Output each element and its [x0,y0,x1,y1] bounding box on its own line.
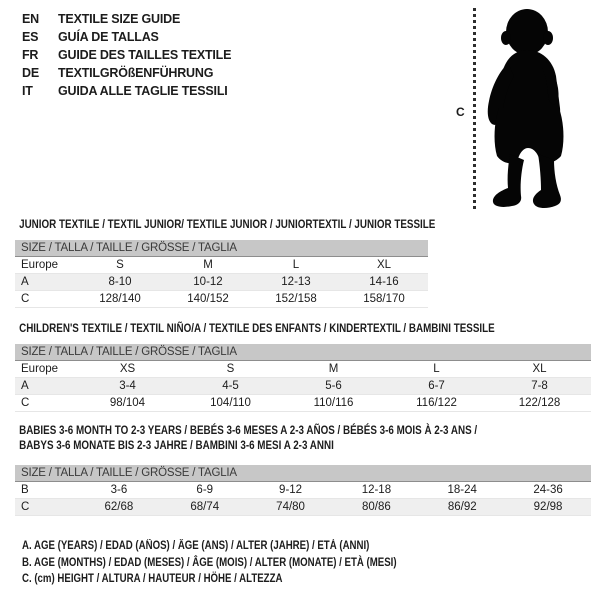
size-cell: 104/110 [210,397,251,409]
footnotes [22,538,397,588]
row-label: A [21,380,29,392]
size-cell: 18-24 [447,484,477,496]
size-cell: XL [532,363,547,375]
size-cell: S [116,259,124,271]
footnote: C. (cm) HEIGHT / ALTURA / HAUTEUR / HÖHE / ALTEZZA [22,573,283,585]
size-cell: 24-36 [533,484,563,496]
table-title: JUNIOR TEXTILE / TEXTIL JUNIOR/ TEXTILE JUNIOR / JUNIORTEXTIL / JUNIOR TESSILE [19,217,436,231]
table-row [15,378,591,395]
size-cell: 6-9 [196,484,214,496]
footnote: A. AGE (YEARS) / EDAD (AÑOS) / ÂGE (ANS) / ALTER (JAHRE) / ETÀ (ANNI) [22,540,370,552]
table-row [15,482,591,499]
row-label: C [21,397,30,409]
table-title: BABYS 3-6 MONATE BIS 2-3 JAHRE / BAMBINI 3-6 MESI A 2-3 ANNI [19,438,334,452]
size-cell: M [203,259,213,271]
language-code: FR [22,48,39,62]
size-cell: 7-8 [531,380,548,392]
table-row [15,274,428,291]
size-header-bar: SIZE / TALLA / TAILLE / GRÖSSE / TAGLIA [15,240,428,257]
language-label: GUIDE DES TAILLES TEXTILE [58,48,232,62]
size-cell: 62/68 [104,501,134,513]
size-cell: 128/140 [99,293,141,305]
size-cell: 3-4 [119,380,136,392]
language-code: DE [22,66,39,80]
table-row [15,499,591,516]
row-label: Europe [21,363,59,375]
size-cell: 4-5 [222,380,239,392]
size-cell: 80/86 [362,501,391,513]
row-label: A [21,276,29,288]
size-cell: XL [376,259,392,271]
size-cell: 98/104 [109,397,146,409]
babies-textile-section [15,423,591,516]
size-cell: 122/128 [518,397,561,409]
row-label: C [21,293,30,305]
size-cell: 152/158 [275,293,317,305]
size-cell: 110/116 [313,397,354,409]
language-code: ES [22,30,39,44]
row-label: C [21,501,30,513]
size-cell: M [328,363,339,375]
language-label: GUIDA ALLE TAGLIE TESSILI [58,84,228,98]
size-cell: 6-7 [428,380,445,392]
childrens-textile-section [15,321,591,412]
size-cell: 8-10 [108,276,132,288]
language-label: TEXTILGRÖßENFÜHRUNG [58,66,214,80]
size-cell: 116/122 [416,397,457,409]
junior-textile-section [15,217,436,308]
size-cell: 92/98 [533,501,563,513]
size-cell: 12-13 [281,276,311,288]
language-list [22,10,231,100]
size-cell: 9-12 [279,484,303,496]
row-label: B [21,484,29,496]
height-measure-label: C [456,105,465,119]
size-header-bar: SIZE / TALLA / TAILLE / GRÖSSE / TAGLIA [15,344,591,361]
toddler-silhouette-icon [483,8,575,212]
size-cell: L [292,259,300,271]
size-cell: 3-6 [110,484,128,496]
language-code: IT [22,84,33,98]
language-label: TEXTILE SIZE GUIDE [58,12,181,26]
size-cell: L [433,363,440,375]
size-cell: S [226,363,235,375]
size-cell: 5-6 [325,380,342,392]
table-title: BABIES 3-6 MONTH TO 2-3 YEARS / BEBÉS 3-6 MESES A 2-3 AÑOS / BÉBÉS 3-6 MOIS À 2-3 ANS / [19,423,478,437]
size-cell: 10-12 [193,276,223,288]
size-cell: 74/80 [276,501,305,513]
size-cell: 140/152 [187,293,229,305]
language-row [22,28,231,46]
size-cell: 12-18 [361,484,392,496]
table-row [15,395,591,412]
table-row [15,257,428,274]
language-row [22,64,231,82]
footnote: B. AGE (MONTHS) / EDAD (MESES) / ÂGE (MOIS) / ALTER (MONATE) / ETÀ (MESI) [22,556,397,569]
size-cell: 86/92 [447,501,477,513]
language-code: EN [22,12,39,26]
height-measure-line [473,8,476,209]
table-row [15,291,428,308]
language-row [22,82,231,100]
language-row [22,10,231,28]
size-cell: XS [119,363,136,375]
size-cell: 158/170 [363,293,405,305]
language-row [22,46,231,64]
row-label: Europe [21,259,59,271]
table-row [15,361,591,378]
size-cell: 68/74 [190,501,220,513]
language-label: GUÍA DE TALLAS [58,30,159,44]
size-header-bar: SIZE / TALLA / TAILLE / GRÖSSE / TAGLIA [15,465,591,482]
table-title: CHILDREN'S TEXTILE / TEXTIL NIÑO/A / TEXTILE DES ENFANTS / KINDERTEXTIL / BAMBINI TESSILE [19,321,495,335]
size-cell: 14-16 [369,276,399,288]
